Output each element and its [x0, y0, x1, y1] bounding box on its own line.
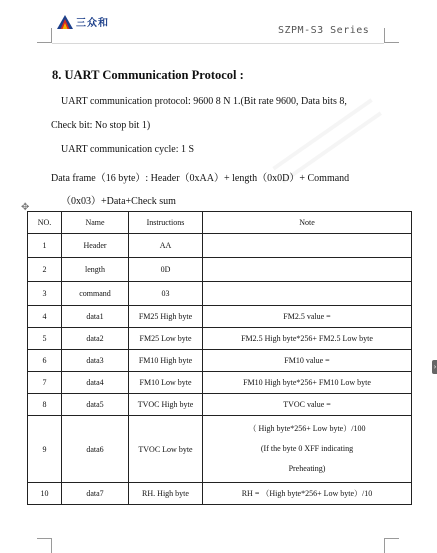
cell-name: data1 — [62, 306, 129, 328]
table-row — [28, 306, 412, 328]
header-no: NO. — [28, 212, 62, 234]
company-logo — [57, 14, 109, 29]
header-rule — [52, 43, 384, 44]
protocol-table — [27, 211, 412, 505]
cell-note: TVOC value = — [203, 394, 412, 416]
cell-instructions: TVOC Low byte — [129, 416, 203, 483]
cell-name: data5 — [62, 394, 129, 416]
cell-no: 2 — [28, 258, 62, 282]
section-title: 8. UART Communication Protocol : — [52, 68, 244, 82]
note-line: Preheating) — [288, 464, 326, 473]
cell-note: RH = （High byte*256+ Low byte）/10 — [203, 483, 412, 505]
cell-name: Header — [62, 234, 129, 258]
cell-instructions: FM25 High byte — [129, 306, 203, 328]
cell-no: 7 — [28, 372, 62, 394]
cell-note — [203, 282, 412, 306]
cycle-line: UART communication cycle: 1 S — [61, 144, 195, 155]
cell-no: 5 — [28, 328, 62, 350]
move-handle-icon[interactable]: ✥ — [21, 202, 30, 213]
table-row — [28, 372, 412, 394]
cell-no: 4 — [28, 306, 62, 328]
cell-name: length — [62, 258, 129, 282]
cell-instructions: 03 — [129, 282, 203, 306]
triangle-logo-icon — [57, 15, 73, 29]
logo-text: 三众和 — [76, 18, 109, 29]
side-tab-icon[interactable]: › — [432, 360, 437, 374]
header-instructions: Instructions — [129, 212, 203, 234]
cell-note: FM10 value = — [203, 350, 412, 372]
crop-mark-top-left — [37, 28, 52, 43]
cell-note — [203, 234, 412, 258]
note-line: (If the byte 0 XFF indicating — [260, 444, 354, 453]
table-row — [28, 328, 412, 350]
cell-instructions: 0D — [129, 258, 203, 282]
cell-note: FM10 High byte*256+ FM10 Low byte — [203, 372, 412, 394]
cell-instructions: TVOC High byte — [129, 394, 203, 416]
cell-note: FM2.5 value = — [203, 306, 412, 328]
table-row — [28, 394, 412, 416]
cell-instructions: AA — [129, 234, 203, 258]
table-row — [28, 416, 412, 483]
cell-no: 9 — [28, 416, 62, 483]
cell-no: 10 — [28, 483, 62, 505]
cell-instructions: FM10 Low byte — [129, 372, 203, 394]
cell-instructions: RH. High byte — [129, 483, 203, 505]
frame-line-continued: （0x03）+Data+Check sum — [61, 196, 176, 207]
cell-no: 6 — [28, 350, 62, 372]
protocol-line: UART communication protocol: 9600 8 N 1.(Bit rate 9600, Data bits 8, — [61, 96, 347, 107]
table-row — [28, 282, 412, 306]
cell-instructions: FM10 High byte — [129, 350, 203, 372]
table-row — [28, 258, 412, 282]
header-note: Note — [203, 212, 412, 234]
cell-name: data4 — [62, 372, 129, 394]
cell-note — [203, 416, 412, 483]
table-row — [28, 483, 412, 505]
series-label: SZPM-S3 Series — [278, 25, 370, 36]
cell-instructions: FM25 Low byte — [129, 328, 203, 350]
cell-name: data6 — [62, 416, 129, 483]
table-row — [28, 350, 412, 372]
cell-name: data2 — [62, 328, 129, 350]
table-row — [28, 234, 412, 258]
cell-note — [203, 258, 412, 282]
cell-name: data7 — [62, 483, 129, 505]
protocol-line-continued: Check bit: No stop bit 1) — [51, 120, 151, 131]
crop-mark-top-right — [384, 28, 399, 43]
cell-name: command — [62, 282, 129, 306]
cell-name: data3 — [62, 350, 129, 372]
crop-mark-bottom-right — [384, 538, 399, 553]
cell-no: 3 — [28, 282, 62, 306]
cell-no: 8 — [28, 394, 62, 416]
frame-line: Data frame（16 byte）: Header（0xAA）+ length（0x0D）+ Command — [51, 173, 350, 184]
note-line: （ High byte*256+ Low byte）/100 — [248, 424, 366, 433]
header-name: Name — [62, 212, 129, 234]
crop-mark-bottom-left — [37, 538, 52, 553]
table-header-row — [28, 212, 412, 234]
cell-note: FM2.5 High byte*256+ FM2.5 Low byte — [203, 328, 412, 350]
cell-no: 1 — [28, 234, 62, 258]
